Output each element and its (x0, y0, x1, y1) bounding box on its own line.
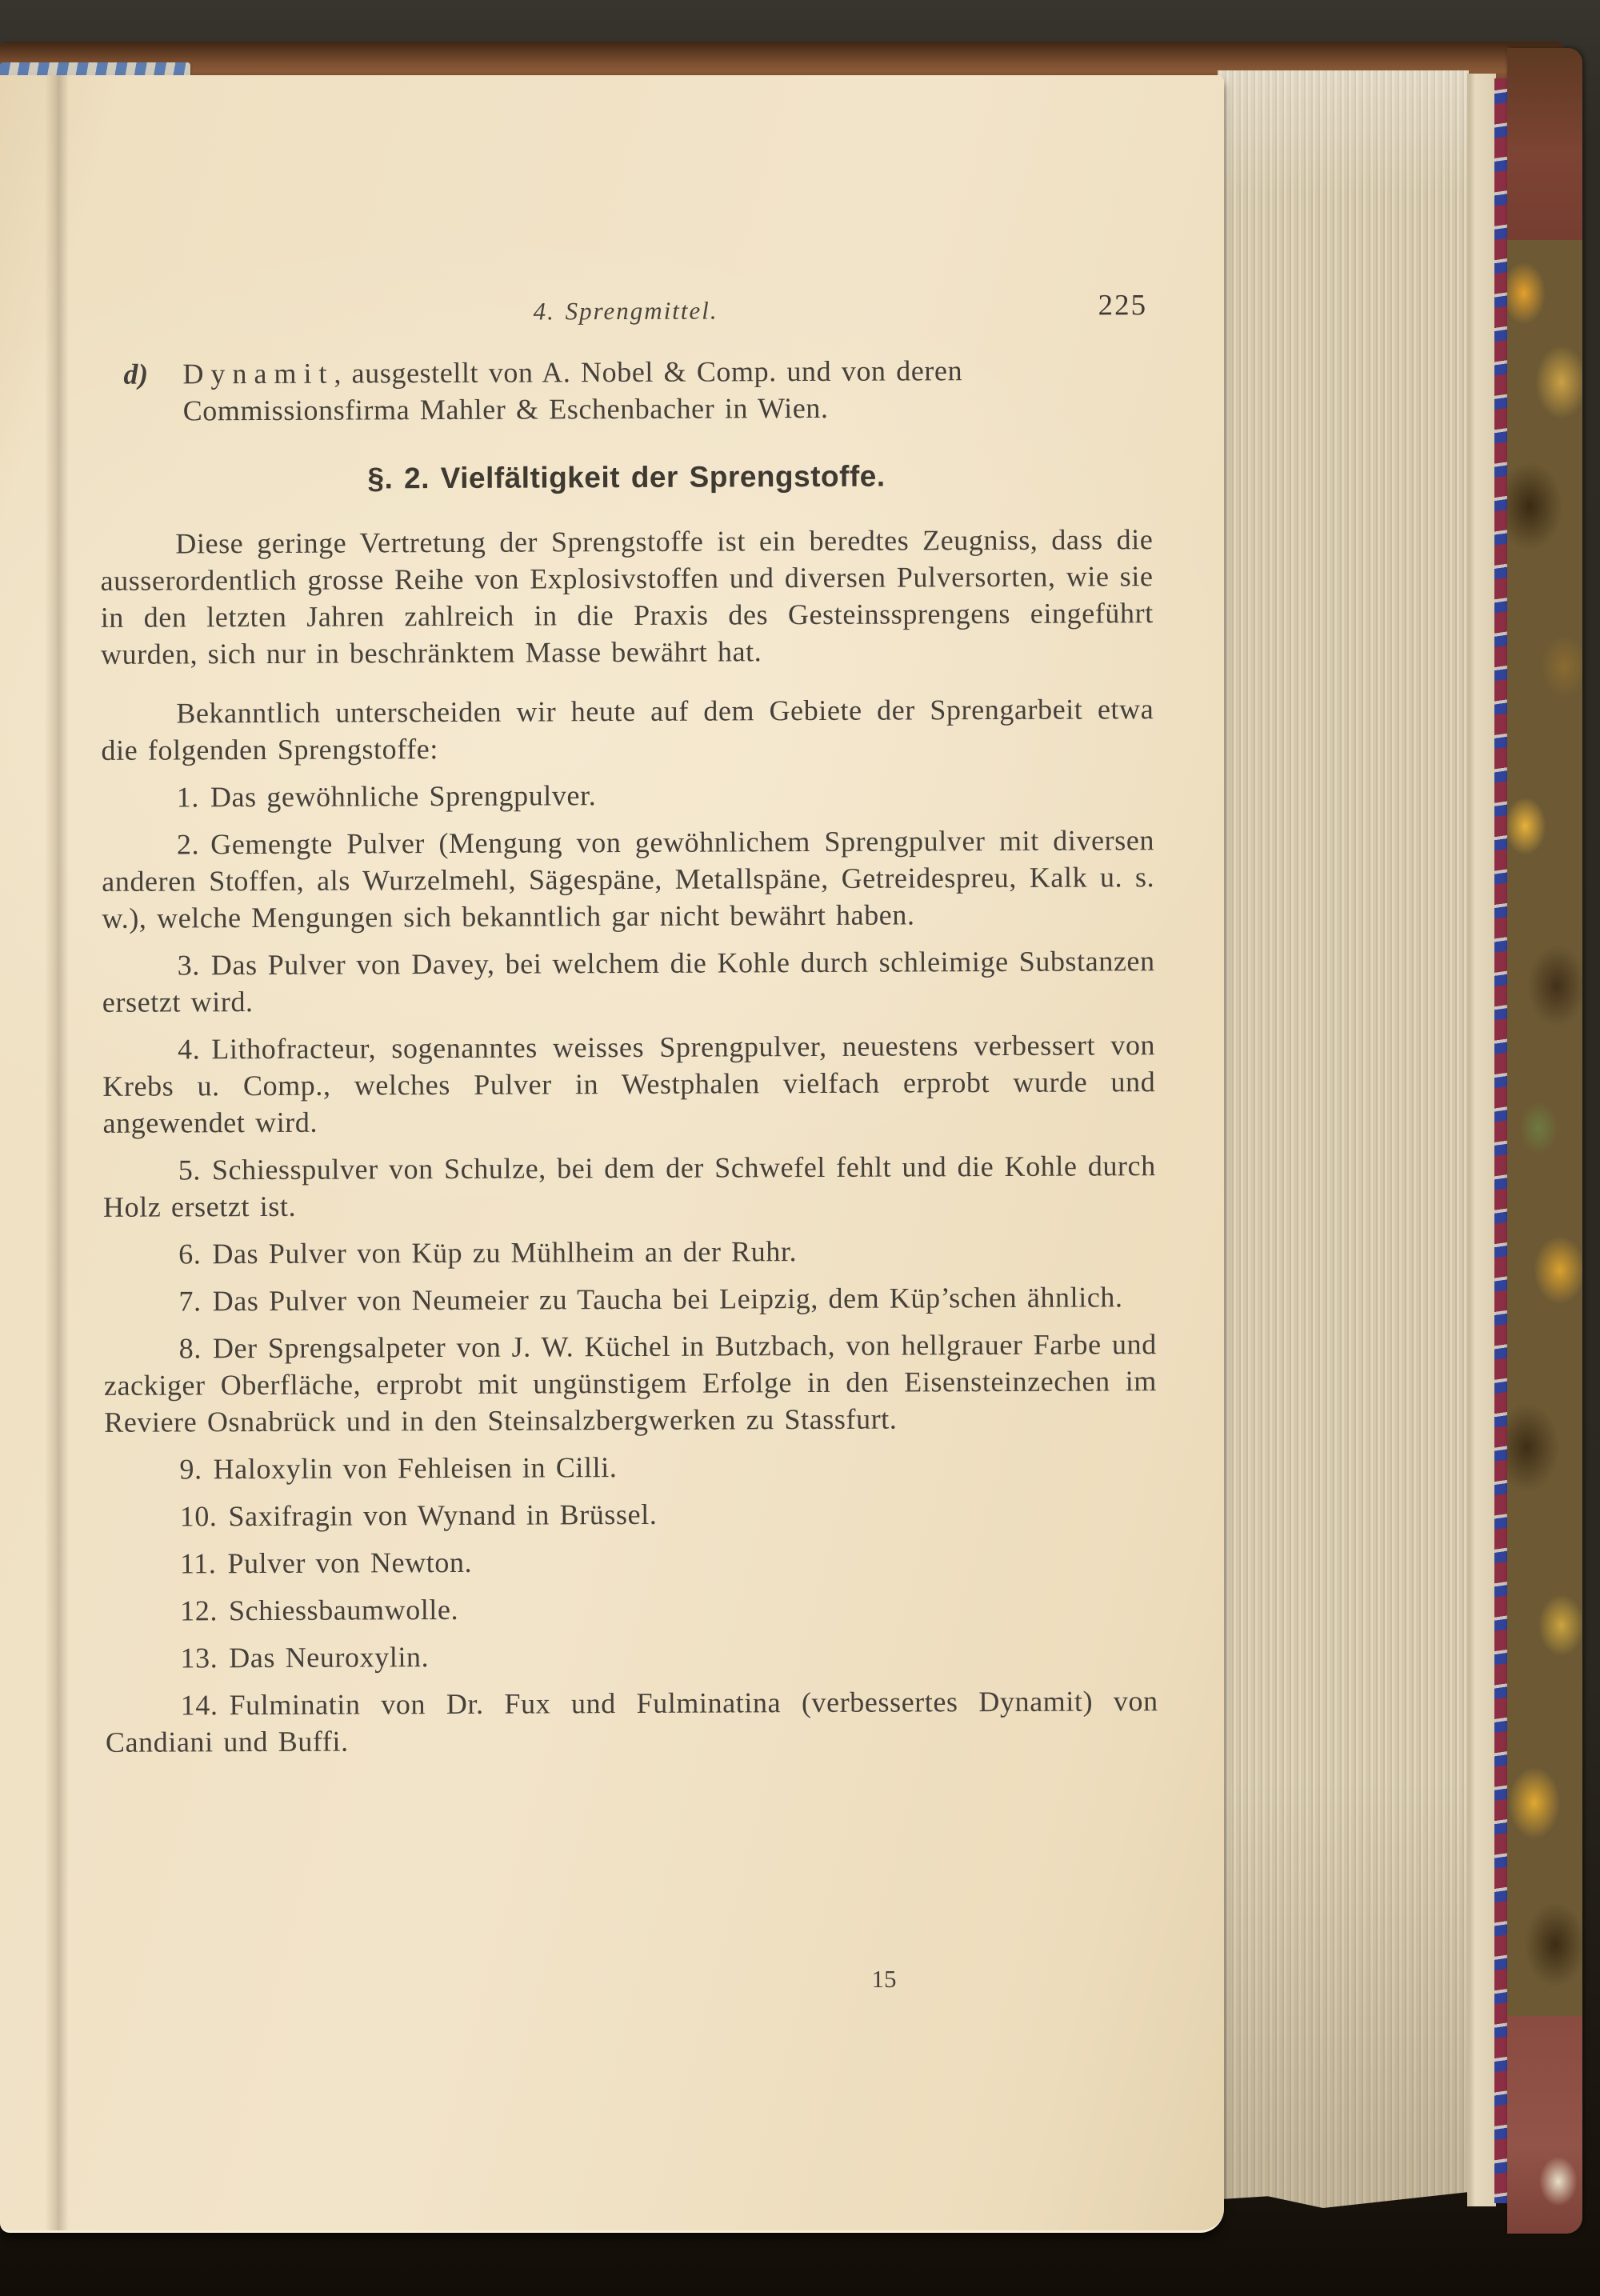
list-item-text: Gemengte Pulver (Mengung von gewöhnlichem Sprengpulver mit diversen anderen Stoffen, als Wurzelmehl, Sägespäne, Metallspäne, Getreidespreu, Kalk u. s. w.), welche Mengungen sich bekanntlich gar nicht bewährt haben. (102, 824, 1155, 934)
list-item-text: Saxifragin von Wynand in Brüssel. (228, 1498, 658, 1533)
list-item-number: 14. (180, 1689, 218, 1722)
list-item (105, 1541, 1158, 1582)
list-item-number: 5. (178, 1154, 202, 1186)
list-item-number: 9. (179, 1453, 202, 1486)
list-item-text: Haloxylin von Fehleisen in Cilli. (213, 1451, 618, 1486)
list-item-number: 8. (178, 1332, 202, 1365)
list-marker-d: d) (123, 358, 149, 390)
list-item-text: Lithofracteur, sogenanntes weisses Sprengpulver, neuestens verbessert von Krebs u. Comp., welches Pulver in Westphalen vielfach erprobt wurde und angewendet wird. (102, 1029, 1156, 1139)
list-item-number: 10. (179, 1500, 218, 1533)
book-outer-flyleaf-edge (1467, 74, 1496, 2206)
cover-leather-corner (1507, 2016, 1582, 2234)
list-item-text: Schiessbaumwolle. (228, 1593, 459, 1627)
list-item-d-text: , ausgestellt von A. Nobel & Comp. und von deren Commissionsfirma Mahler & Eschenbacher in Wien. (182, 354, 963, 427)
list-item (105, 1635, 1158, 1677)
list-item-text: Das gewöhnliche Sprengpulver. (210, 779, 597, 814)
list-item-number: 2. (176, 828, 200, 861)
list-item (103, 1278, 1156, 1320)
list-item-number: 13. (180, 1642, 218, 1674)
list-item-text: Pulver von Newton. (227, 1546, 473, 1580)
section-heading: §. 2. Vielfältigkeit der Sprengstoffe. (367, 459, 886, 495)
list-item (102, 774, 1154, 816)
list-item-text: Der Sprengsalpeter von J. W. Küchel in Butzbach, von hellgrauer Farbe und zackiger Oberfläche, erprobt mit ungünstigem Erfolge in den Eisensteinzechen im Reviere Osnabrück und in den Steinsalzbergwerken zu Stassfurt. (103, 1328, 1158, 1438)
page-header (99, 290, 1152, 334)
list-item (102, 1026, 1156, 1142)
paragraph: Diese geringe Vertretung der Sprengstoffe ist ein beredtes Zeugniss, dass die ausserordentlich grosse Reihe von Explosivstoffen und diversen Pulversorten, wie sie in den letzten Jahren zahlreich in die Praxis des Gesteinssprengens eingeführt wurden, sich nur in beschränktem Masse bewährt hat. (100, 523, 1154, 670)
list-item (106, 1682, 1158, 1761)
list-item-number: 3. (177, 949, 200, 982)
list-item (102, 822, 1155, 937)
cover-marbled-paper (1507, 240, 1582, 2016)
list-item (103, 1231, 1156, 1273)
signature-mark: 15 (871, 1965, 897, 1993)
list-item-text: Schiesspulver von Schulze, bei dem der Schwefel fehlt und die Kohle durch Holz ersetzt ist. (102, 1150, 1156, 1223)
page-number: 225 (1098, 289, 1148, 322)
list-item-text: Das Pulver von Küp zu Mühlheim an der Ruhr. (212, 1235, 798, 1270)
printed-text-block (99, 290, 1158, 1761)
list-item (105, 1494, 1158, 1535)
running-title: 4. Sprengmittel. (533, 296, 718, 326)
book-page (0, 75, 1224, 2233)
list-item-number: 11. (179, 1547, 217, 1580)
list-item-text: Das Pulver von Neumeier zu Taucha bei Leipzig, dem Küp’schen ähnlich. (212, 1281, 1123, 1318)
book-fore-edge-pages (1218, 70, 1469, 2208)
cover-leather-top (1507, 48, 1582, 240)
page-gutter-fold (45, 75, 69, 2230)
emphasized-term: Dynamit (182, 357, 334, 390)
list-item-text: Das Neuroxylin. (229, 1641, 430, 1674)
list-item-number: 4. (178, 1033, 201, 1066)
list-item (104, 1446, 1157, 1488)
list-item-d (99, 351, 1152, 430)
list-item-number: 6. (178, 1238, 202, 1270)
list-item-text: Das Pulver von Davey, bei welchem die Kohle durch schleimige Substanzen ersetzt wird. (102, 945, 1155, 1018)
paragraph: Bekanntlich unterscheiden wir heute auf dem Gebiete der Sprengarbeit etwa die folgenden Sprengstoffe: (101, 693, 1154, 766)
list-item-text: Fulminatin von Dr. Fux und Fulminatina (verbessertes Dynamit) von Candiani und Buffi. (105, 1685, 1158, 1758)
list-item (104, 1326, 1158, 1441)
book-cover-edge (1507, 48, 1582, 2234)
list-item (103, 1147, 1156, 1226)
list-item (105, 1588, 1158, 1630)
list-item (102, 942, 1155, 1021)
list-item-number: 1. (176, 781, 200, 814)
list-item-number: 7. (178, 1285, 202, 1318)
list-item-number: 12. (180, 1594, 218, 1627)
